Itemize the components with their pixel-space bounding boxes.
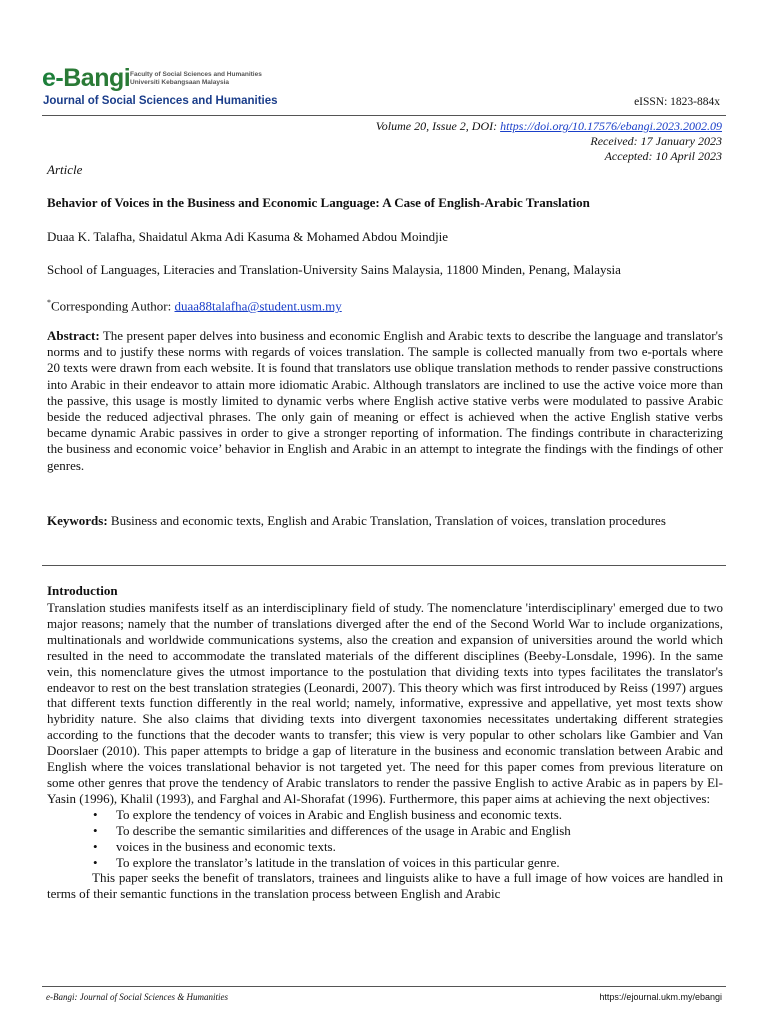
header-rule — [42, 115, 726, 116]
logo-journal-name: Journal of Social Sciences and Humanities — [43, 95, 278, 107]
list-item: • To explore the translator’s latitude in the translation of voices in this particular genre. — [47, 855, 723, 871]
footer-journal: e-Bangi: Journal of Social Sciences & Humanities — [46, 992, 228, 1002]
authors: Duaa K. Talafha, Shaidatul Akma Adi Kasuma & Mohamed Abdou Moindjie — [47, 229, 449, 244]
footer-rule — [42, 986, 726, 987]
affiliation: School of Languages, Literacies and Translation-University Sains Malaysia, 11800 Minden, Penang, Malaysia — [47, 262, 621, 277]
logo-faculty: Faculty of Social Sciences and Humanities Universiti Kebangsaan Malaysia — [130, 71, 262, 86]
received-date: Received: 17 January 2023 — [590, 134, 722, 148]
footer-url[interactable]: https://ejournal.ukm.my/ebangi — [599, 992, 722, 1002]
article-type: Article — [47, 162, 83, 177]
article-meta — [376, 119, 722, 164]
corresponding-email-link[interactable]: duaa88talafha@student.usm.my — [174, 298, 342, 314]
article-title: Behavior of Voices in the Business and Economic Language: A Case of English-Arabic Translation — [47, 195, 590, 210]
list-item: • To explore the tendency of voices in Arabic and English business and economic texts. — [47, 807, 723, 823]
logo-wordmark: e-Bangi — [42, 64, 131, 92]
introduction-heading: Introduction — [47, 583, 118, 598]
volume-doi: Volume 20, Issue 2, DOI: https://doi.org/10.17576/ebangi.2023.2002.09 — [375, 119, 722, 133]
journal-logo — [42, 64, 278, 114]
section-rule — [42, 565, 726, 566]
keywords: Keywords: Business and economic texts, English and Arabic Translation, Translation of voices, translation procedures — [47, 513, 666, 528]
introduction-paragraph: Translation studies manifests itself as an interdisciplinary field of study. The nomenclature 'interdisciplinary' emerged due to two major reasons; namely that the number of translations diverged after the end of the Second World War to include organizations, multinationals and worldwide communications systems, also the creation and expansion of universities around the world which resulted in the need to accommodate the translated materials of the different disciplines (Beeby-Lonsdale, 1996). In the same vein, this nomenclature gives the utmost importance to the postulation that dividing texts into types facilitates the translator's endeavor to rest on the best translation strategies (Leonardi, 2007). This theory which was first introduced by Reiss (1997) argues that different texts function differently in the real world; namely, informative, expressive and appellative, yet most texts show hybridity nature. She also claims that dividing texts into divergent taxonomies necessitates undertaking different strategies according to the functions that the decoder wants to transfer; this view is very popular to other scholars like Gambier and Van Doorslaer (2010). This paper attempts to bridge a gap of literature in the business and economic translation between Arabic and English where the voices translational behavior is not targeted yet. The need for this paper comes from previous literature on some other genres that prove the tendency of Arabic translators to render the passive English to active Arabic as in papers by El-Yasin (1996), Khalil (1993), and Farghal and Al-Shorafat (1996). Furthermore, this paper aims at achieving the next objectives: — [47, 600, 723, 806]
accepted-date: Accepted: 10 April 2023 — [604, 149, 722, 163]
abstract: Abstract: The present paper delves into business and economic English and Arabic texts to describe the language and translator's norms and to justify these norms with regards of voices translation. The sample is collected manually from two e-portals where 20 texts were drawn from each website. It is found that translators use oblique translation methods to render passive constructions into Arabic in their endeavor to attain more idiomatic Arabic. Although translators are inclined to use the active voice more than the passive, this usage is mostly limited to dynamic verbs where English active stative verbs were modulated to passive Arabic beside the reduced adjectival phrases. The only gain of meaning or effect is achieved when the active English stative verbs became dynamic Arabic passives in order to give a stronger reporting of information. The findings contribute in characterizing the business and economic voice’ behavior in English and Arabic in an attempt to integrate the findings with the findings of other genres. — [47, 328, 723, 473]
introduction-body — [47, 600, 723, 902]
eissn: eISSN: 1823-884x — [634, 96, 720, 108]
list-item: • voices in the business and economic texts. — [47, 839, 723, 855]
corresponding-author: *Corresponding Author: duaa88talafha@student.usm.my — [47, 298, 342, 314]
objectives-list — [47, 807, 723, 871]
list-item: • To describe the semantic similarities and differences of the usage in Arabic and English — [47, 823, 723, 839]
closing-paragraph: This paper seeks the benefit of translators, trainees and linguists alike to have a full image of how voices are handled in terms of their semantic functions in the translation process between English and Arabic — [47, 870, 723, 902]
doi-link[interactable]: https://doi.org/10.17576/ebangi.2023.2002.09 — [500, 119, 722, 133]
